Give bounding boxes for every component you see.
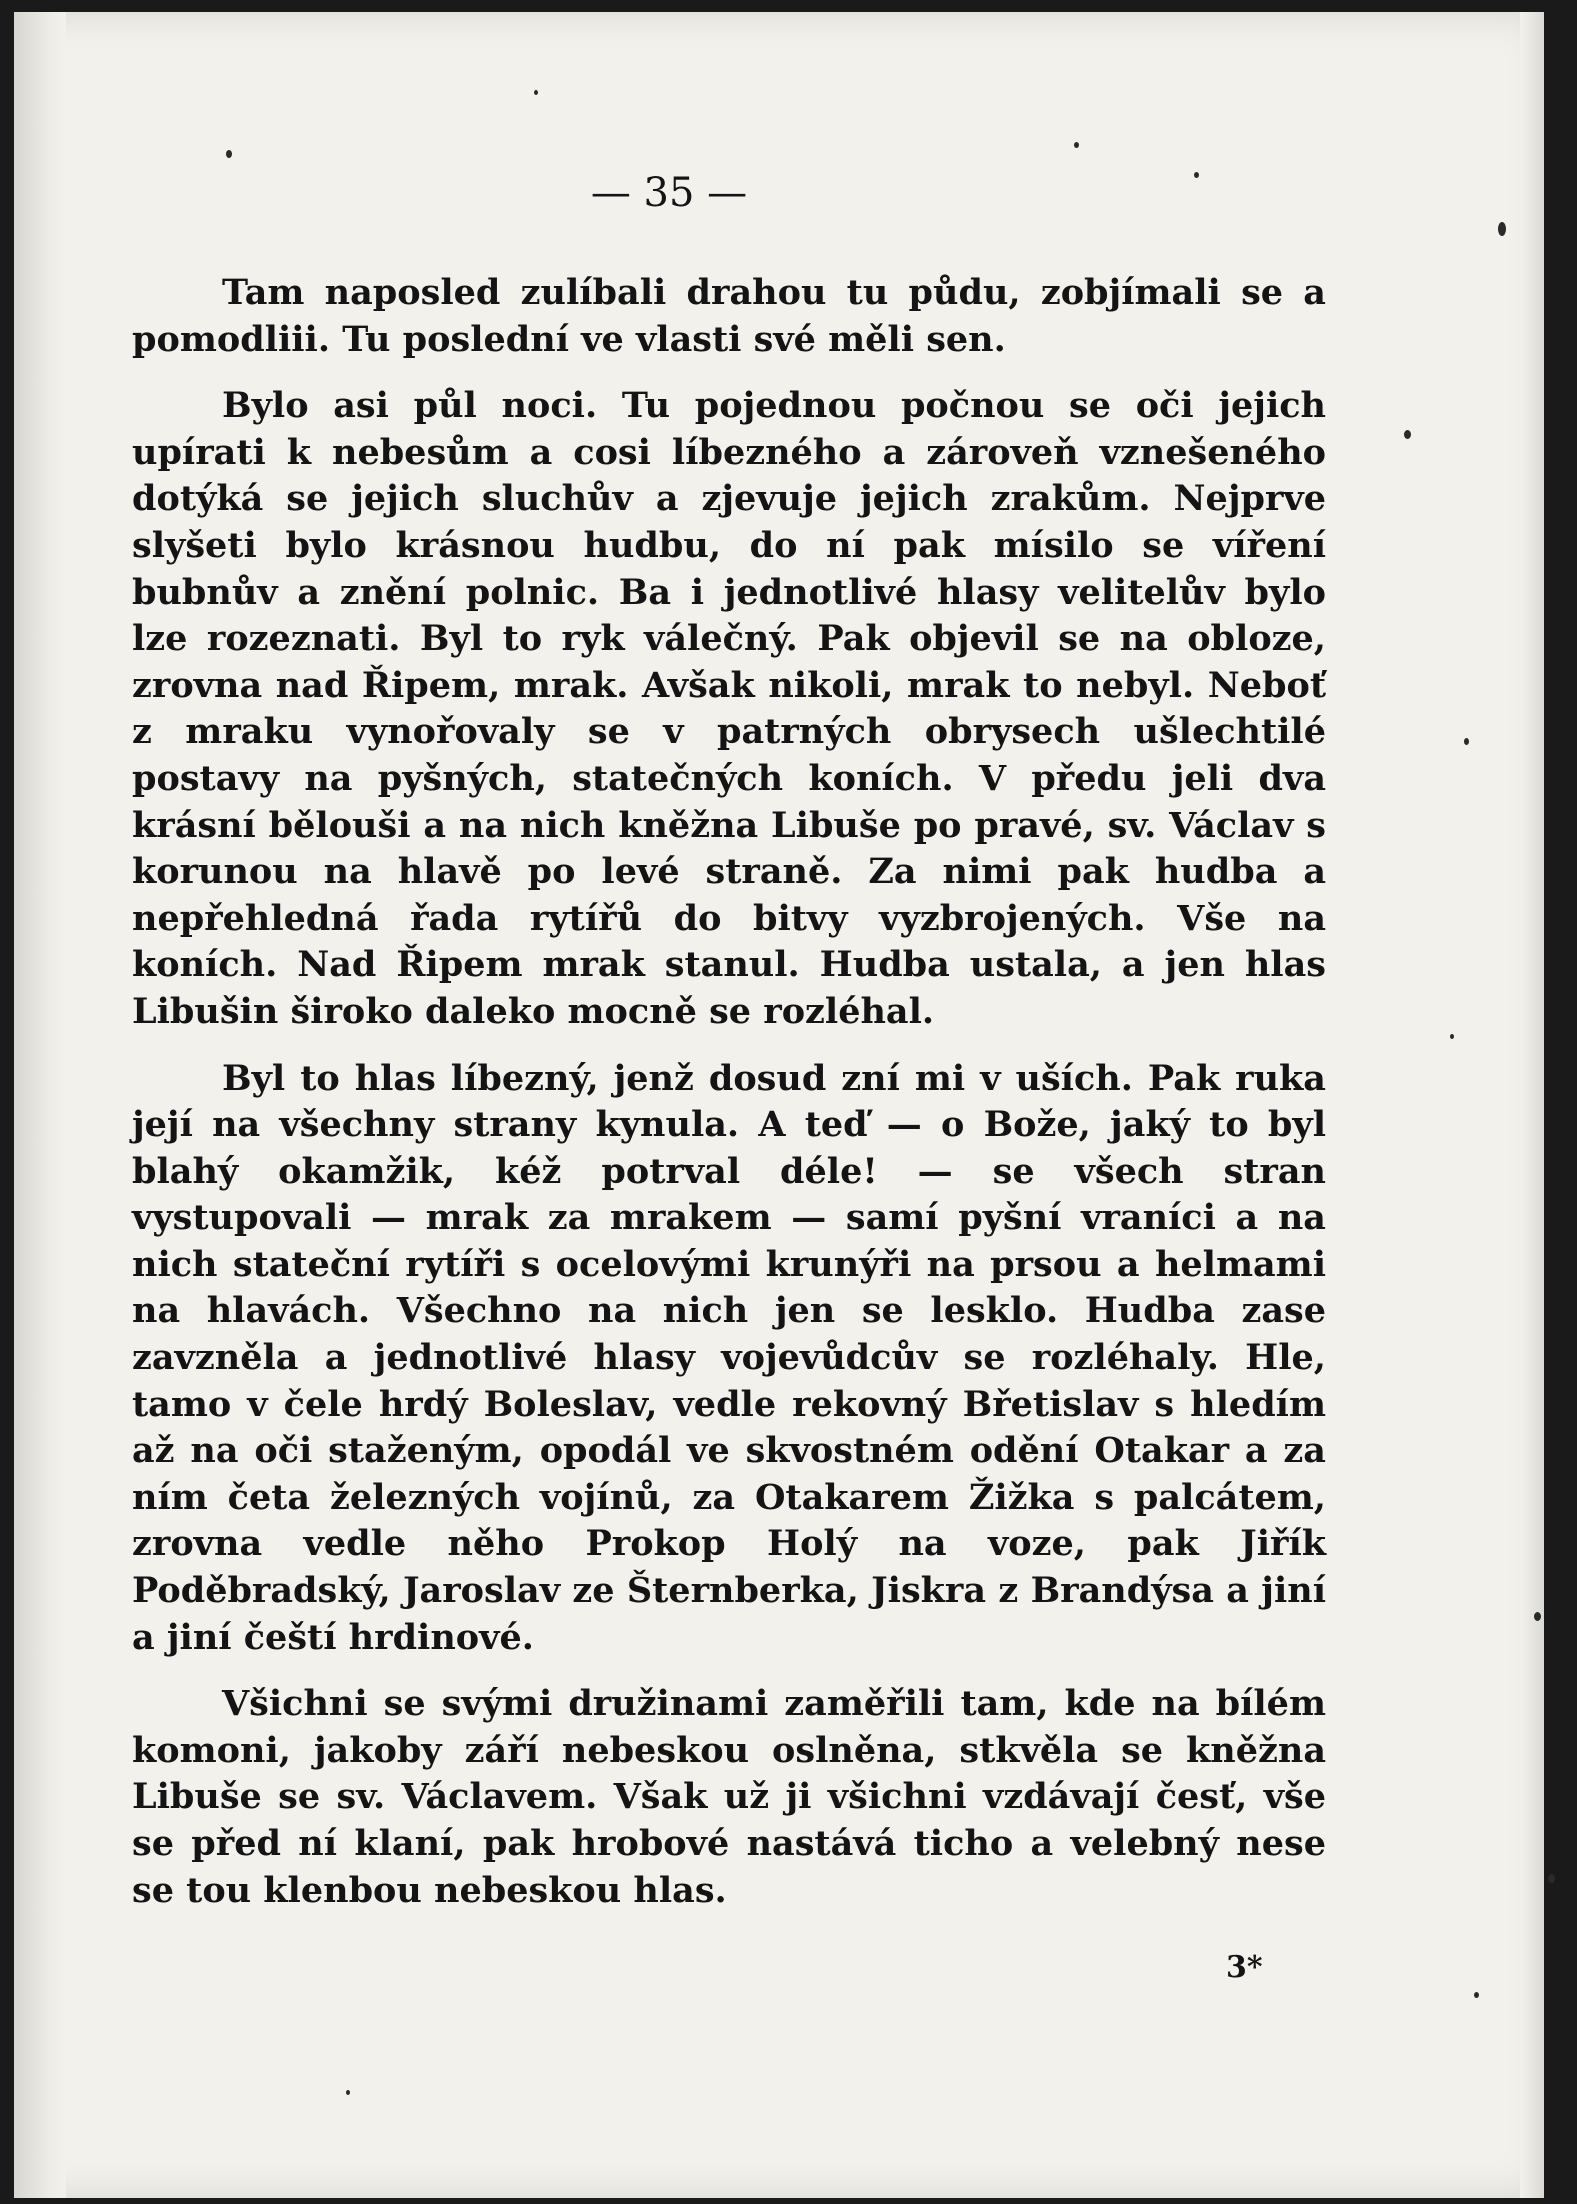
dust-speck: [1474, 1992, 1479, 1998]
book-page: [14, 12, 1544, 2198]
dust-speck: [1404, 430, 1411, 439]
dust-speck: [1450, 1034, 1454, 1039]
body-text: [132, 270, 1326, 1934]
dust-speck: [346, 2090, 350, 2095]
paragraph-1: Tam naposled zulíbali drahou tu půdu, zobjímali se a pomodliii. Tu poslední ve vlasti své měli sen.: [132, 272, 1326, 360]
dust-speck: [1194, 172, 1199, 178]
page-binding-shadow: [14, 12, 66, 2198]
paragraph-3: Byl to hlas líbezný, jenž dosud zní mi v uších. Pak ruka její na všechny strany kynula. A teď — o Bože, jaký to byl blahý okamžik, kéž potrval déle! — se všech stran vystupovali — mrak za mrakem — samí pyšní vraníci a na nich stateční rytíři s ocelovými krunýři na prsou a helmami na hlavách. Všechno na nich jen se lesklo. Hudba zase zavzněla a jednotlivé hlasy vojevůdcův se rozléhaly. Hle, tamo v čele hrdý Boleslav, vedle rekovný Břetislav s hledím až na oči staženým, opodál ve skvostném odění Otakar a za ním četa železných vojínů, za Otakarem Žižka s palcátem, zrovna vedle něho Prokop Holý na voze, pak Jiřík Poděbradský, Jaroslav ze Šternberka, Jiskra z Brandýsa a jiní a jiní čeští hrdinové.: [132, 1057, 1326, 1658]
dust-speck: [1534, 1612, 1541, 1621]
dust-speck: [1548, 1874, 1555, 1883]
dust-speck: [226, 150, 232, 158]
page-number: — 35 —: [590, 170, 748, 216]
paragraph-4: Všichni se svými družinami zaměřili tam, kde na bílém komoni, jakoby září nebeskou oslněna, stkvěla se kněžna Libuše se sv. Václavem. Však už ji všichni vzdávají česť, vše se před ní klaní, pak hrobové nastává ticho a velebný nese se tou klenbou nebeskou hlas.: [132, 1683, 1326, 1911]
paragraph-2: Bylo asi půl noci. Tu pojednou počnou se oči jejich upírati k nebesům a cosi líbezného a zároveň vznešeného dotýká se jejich sluchův a zjevuje jejich zrakům. Nejprve slyšeti bylo krásnou hudbu, do ní pak mísilo se víření bubnův a znění polnic. Ba i jednotlivé hlasy velitelův bylo lze rozeznati. Byl to ryk válečný. Pak objevil se na obloze, zrovna nad Řipem, mrak. Avšak nikoli, mrak to nebyl. Neboť z mraku vynořovaly se v patrných obrysech ušlechtilé postavy na pyšných, statečných koních. V předu jeli dva krásní bělouši a na nich kněžna Libuše po pravé, sv. Václav s korunou na hlavě po levé straně. Za nimi pak hudba a nepřehledná řada rytířů do bitvy vyzbrojených. Vše na koních. Nad Řipem mrak stanul. Hudba ustala, a jen hlas Libušin široko daleko mocně se rozléhal.: [132, 385, 1326, 1032]
dust-speck: [1498, 222, 1506, 236]
dust-speck: [1074, 142, 1079, 148]
dust-speck: [1464, 738, 1469, 745]
dust-speck: [534, 90, 538, 95]
page-edge-shadow: [1520, 12, 1544, 2198]
signature-mark: 3*: [1226, 1950, 1263, 1985]
